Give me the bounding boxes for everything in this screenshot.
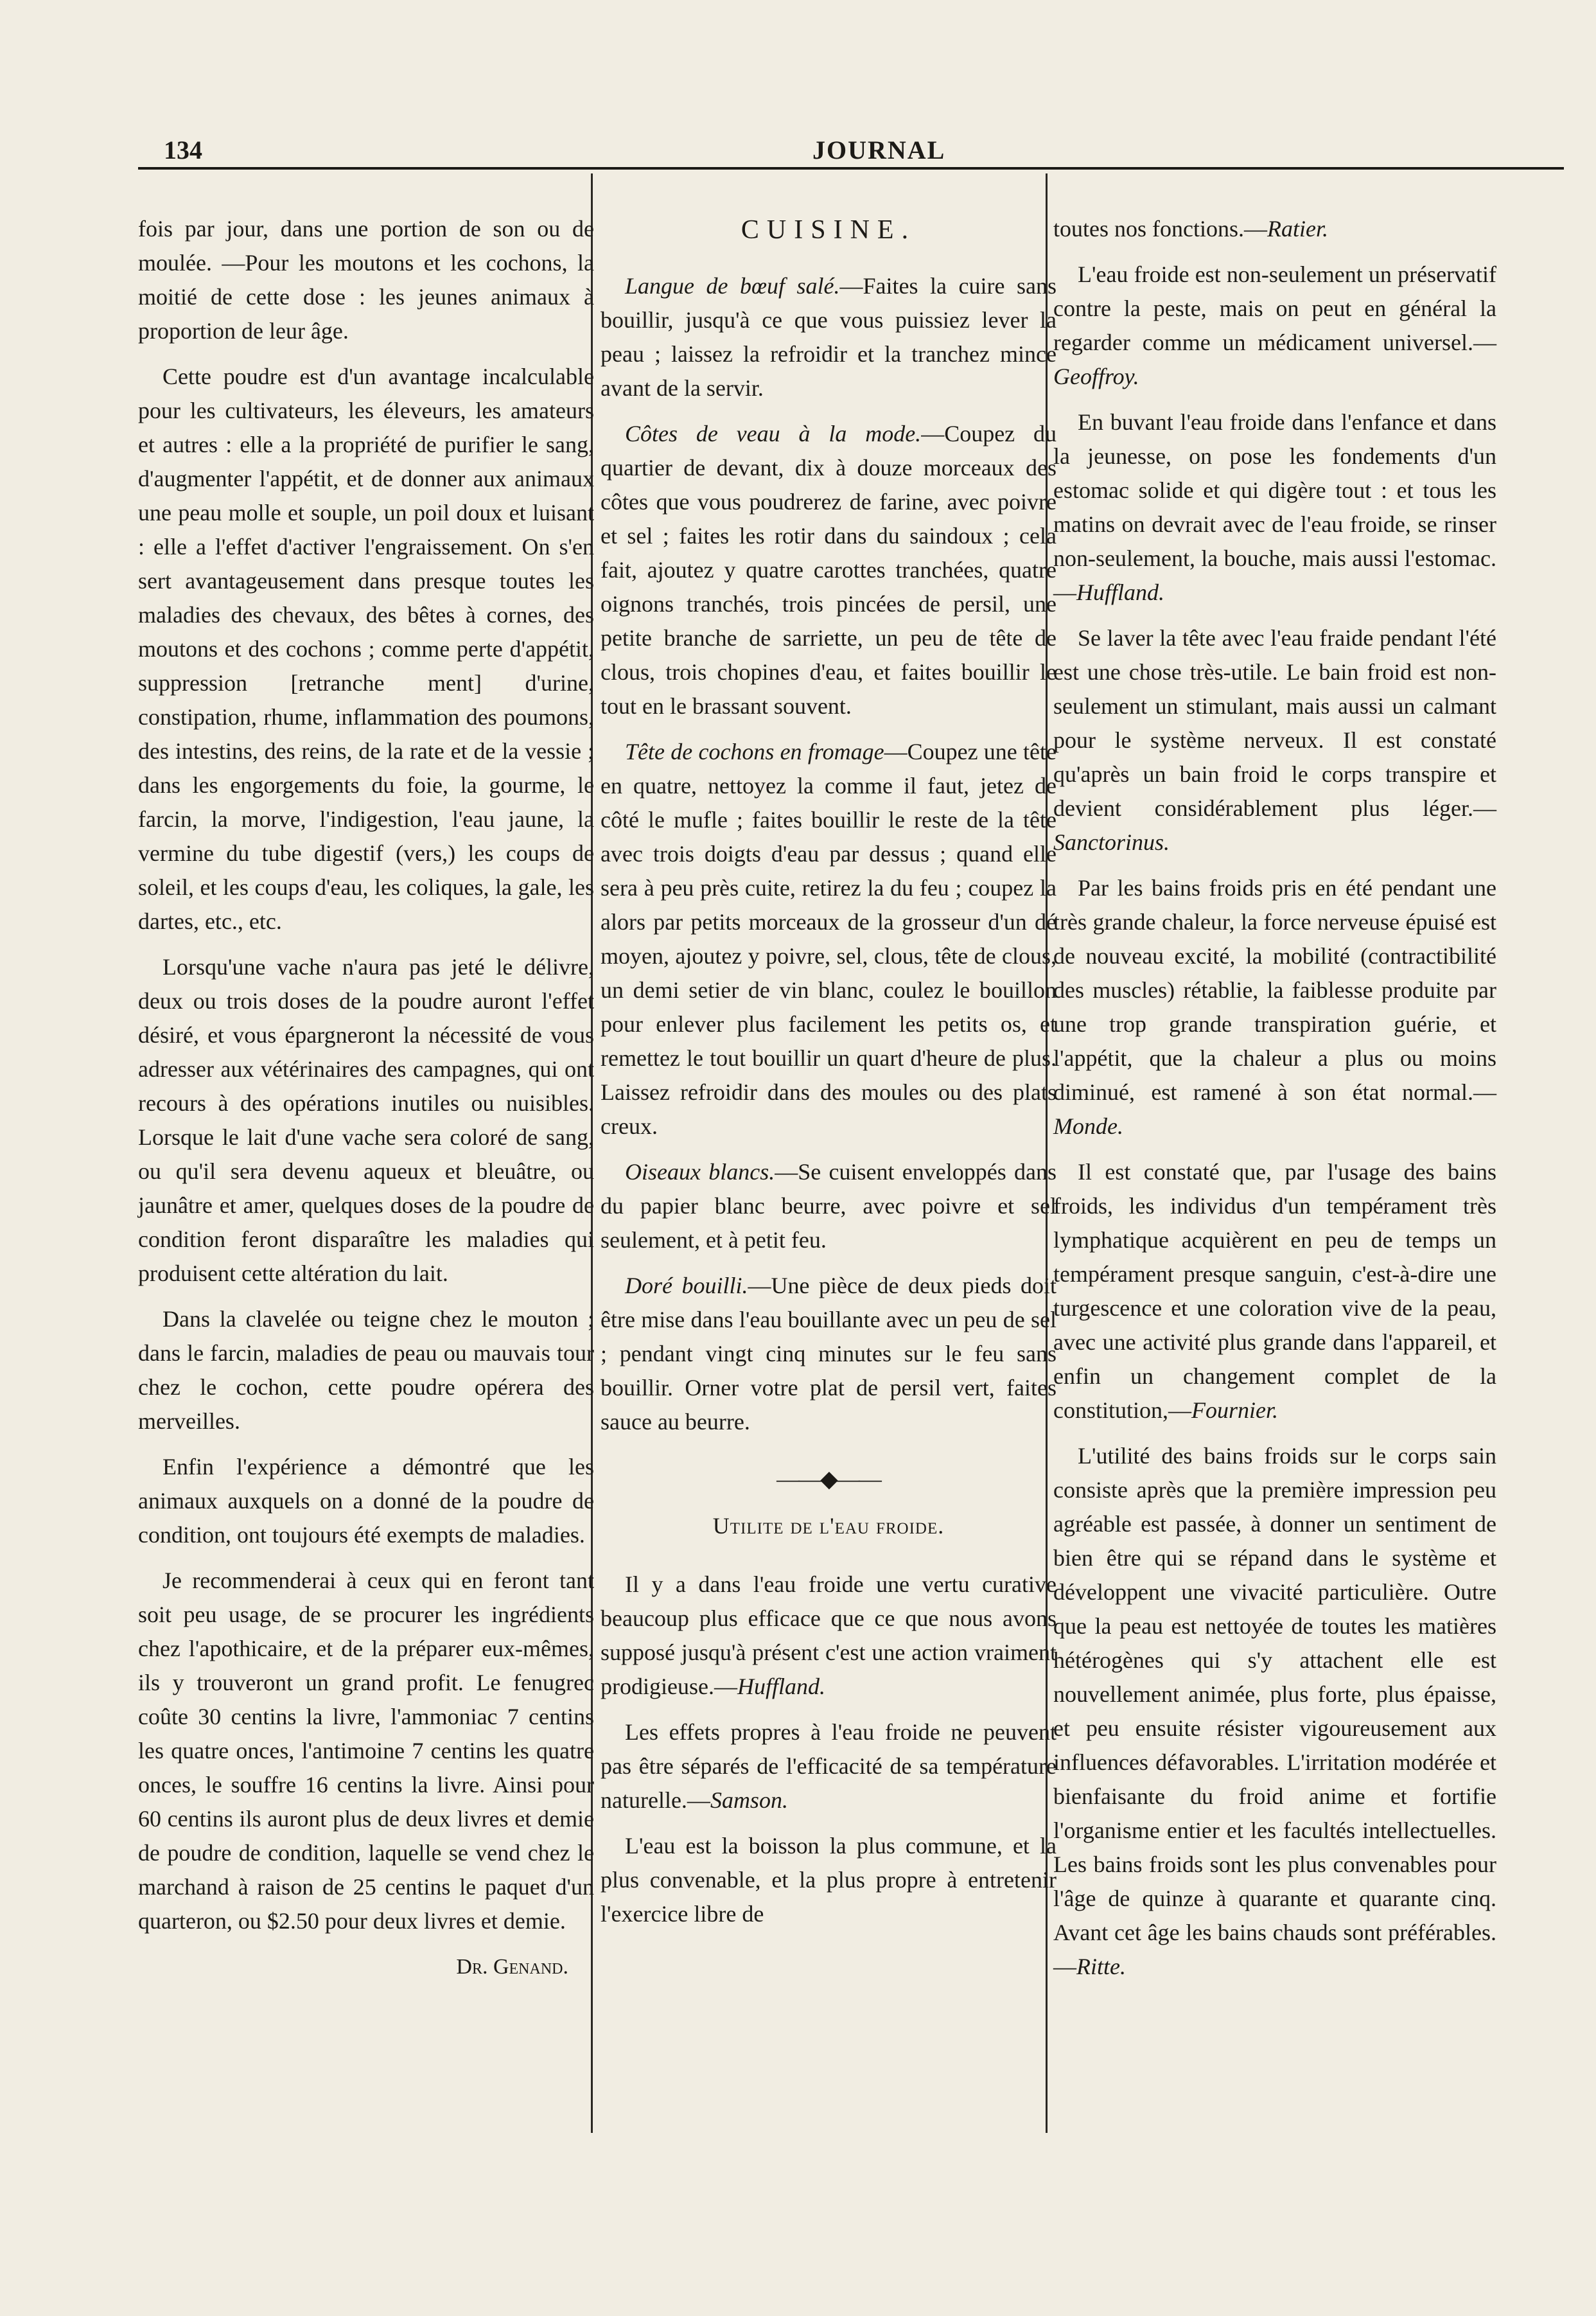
recipe-title: Tête de cochons en fromage: [625, 739, 884, 765]
header-rule: [138, 167, 1564, 170]
quote-author: Huffland.: [737, 1674, 825, 1699]
recipe-text: —Se cuisent enveloppés dans du papier blanc beurre, avec poivre et sel seulement, et à petit feu.: [601, 1159, 1057, 1253]
recipe-paragraph: [601, 417, 1057, 723]
recipe-title: Oiseaux blancs.: [625, 1159, 775, 1185]
column-left: [138, 212, 594, 1984]
quote-author: Ratier.: [1267, 216, 1328, 242]
quote-paragraph: [1053, 871, 1496, 1144]
quote-text: Par les bains froids pris en été pendant une très grande chaleur, la force nerveuse épuisé est de nouveau excité, la mobilité (contractibilité des muscles) rétablie, la faiblesse produite par une trop grande transpiration guérie, et l'appétit, que la chaleur a plus ou moins diminué, est ramené à son état normal.—: [1053, 875, 1496, 1105]
quote-author: Ritte.: [1076, 1954, 1126, 1979]
quote-author: Fournier.: [1191, 1397, 1278, 1423]
paragraph: Cette poudre est d'un avantage incalculable pour les cultivateurs, les éleveurs, les amateurs et autres : elle a la propriété de purifier le sang, d'augmenter l'appétit, et de donner aux animaux une peau molle et souple, un poil doux et luisant : elle a l'effet d'activer l'engraissement. On s'en sert avantageusement dans presque toutes les maladies des chevaux, des bêtes à cornes, des moutons et des cochons ; comme perte d'appétit, suppression [retranche ment] d'urine, constipation, rhume, inflammation des poumons, des intestins, des reins, de la rate et de la vessie ; dans les engorgements du foie, la gourme, le farcin, la morve, l'indigestion, l'eau jaune, la vermine du tube digestif (vers,) les coups de soleil, et les coups d'eau, les coliques, la gale, les dartes, etc., etc.: [138, 364, 594, 934]
recipe-paragraph: [601, 269, 1057, 405]
quote-text: Il y a dans l'eau froide une vertu curative beaucoup plus efficace que ce que nous avons supposé jusqu'à présent c'est une action vraiment prodigieuse.—: [601, 1571, 1057, 1699]
column-middle: [601, 212, 1057, 1943]
quote-paragraph: [1053, 621, 1496, 860]
quote-author: Huffland.: [1076, 579, 1165, 605]
recipe-text: —Une pièce de deux pieds doit être mise dans l'eau bouillante avec un peu de sel ; pendant vingt cinq minutes sur le feu sans bouillir. Orner votre plat de persil vert, faites sauce au beurre.: [601, 1273, 1057, 1435]
recipe-title: Côtes de veau à la mode.: [625, 421, 922, 446]
article-signature: Dr. Genand.: [456, 1955, 568, 1979]
quote-text: Les effets propres à l'eau froide ne peuvent pas être séparés de l'efficacité de sa température naturelle.—: [601, 1719, 1057, 1813]
quote-author: Samson.: [710, 1787, 788, 1813]
recipe-paragraph: [601, 735, 1057, 1144]
section-heading-eau-froide: Utilite de l'eau froide.: [712, 1513, 945, 1539]
recipe-text: —Coupez une tête en quatre, nettoyez la comme il faut, jetez de côté le mufle ; faites bouillir le reste de la tête avec trois doigts d'eau par dessus ; quand elle sera à peu près cuite, retirez la du feu ; coupez la alors par petits morceaux de la grosseur d'un dé moyen, ajoutez y poivre, sel, clous, tête de clous, un demi setier de vin blanc, coulez le bouillon pour enlever plus facilement les petits os, et remettez le tout bouillir un quart d'heure de plus. Laissez refroidir dans des moules ou des plats creux.: [601, 739, 1057, 1139]
recipe-title: Doré bouilli.: [625, 1273, 748, 1298]
paragraph: fois par jour, dans une portion de son ou de moulée. —Pour les moutons et les cochons, la moitié de cette dose : les jeunes animaux à proportion de leur âge.: [138, 216, 594, 344]
paragraph: Je recommenderai à ceux qui en feront tant soit peu usage, de se procurer les ingrédients chez l'apothicaire, et de la préparer eux-mêmes, ils y trouveront un grand profit. Le fenugrec coûte 30 centins la livre, l'ammoniac 7 centins les quatre onces, l'antimoine 7 centins les quatre onces, le souffre 16 centins la livre. Ainsi pour 60 centins ils auront plus de deux livres et demie de poudre de condition, laquelle se vend chez le marchand à raison de 25 centins le paquet d'un quarteron, ou $2.50 pour deux livres et demie.: [138, 1568, 594, 1934]
recipe-text: —Coupez du quartier de devant, dix à douze morceaux des côtes que vous poudrerez de farine, avec poivre et sel ; faites les rotir dans du saindoux ; cela fait, ajoutez y quatre carottes tranchées, quatre oignons tranchés, trois pincées de persil, une petite branche de sarriette, un peu de tête de clous, trois chopines d'eau, et faites bouillir le tout en le brassant souvent.: [601, 421, 1057, 719]
quote-paragraph: [1053, 212, 1496, 246]
quote-author: Geoffroy.: [1053, 364, 1139, 389]
quote-text: toutes nos fonctions.—: [1053, 216, 1267, 242]
quote-text: Il est constaté que, par l'usage des bains froids, les individus d'un tempérament très lymphatique acquièrent en peu de temps un tempérament presque sanguin, c'est-à-dire une turgescence et une coloration vive de la peau, avec une activité plus grande dans l'appareil, et enfin un changement complet de la constitution,—: [1053, 1159, 1496, 1423]
quote-text: Se laver la tête avec l'eau fraide pendant l'été est une chose très-utile. Le bain froid est non-seulement un stimulant, mais aussi un calmant pour le système nerveux. Il est constaté qu'après un bain froid le corps transpire et devient considérablement plus léger.—: [1053, 625, 1496, 821]
paragraph: Lorsqu'une vache n'aura pas jeté le délivre, deux ou trois doses de la poudre auront l'effet désiré, et vous épargneront la nécessité de vous adresser aux vétérinaires des campagnes, qui ont recours à des opérations inutiles ou nuisibles. Lorsque le lait d'une vache sera coloré de sang, ou qu'il sera devenu aqueux et bleuâtre, ou jaunâtre et amer, quelques doses de la poudre de condition feront disparaître les maladies qui produisent cette altération du lait.: [138, 954, 594, 1286]
quote-text: L'eau est la boisson la plus commune, et la plus convenable, et la plus propre à entretenir l'exercice libre de: [601, 1833, 1057, 1927]
quote-paragraph: [601, 1568, 1057, 1704]
section-ornament: ——◆——: [776, 1466, 881, 1492]
recipe-title: Langue de bœuf salé.: [625, 273, 840, 299]
quote-author: Monde.: [1053, 1113, 1123, 1139]
quote-paragraph: [601, 1715, 1057, 1817]
quote-paragraph: [1053, 258, 1496, 394]
recipe-text: —Faites la cuire sans bouillir, jusqu'à ce que vous puissiez lever la peau ; laissez la refroidir et la tranchez mince avant de la servir.: [601, 273, 1057, 401]
quote-paragraph: [1053, 405, 1496, 610]
quote-paragraph: [601, 1829, 1057, 1931]
recipe-paragraph: [601, 1269, 1057, 1439]
quote-paragraph: [1053, 1155, 1496, 1428]
quote-text: L'utilité des bains froids sur le corps sain consiste après que la première impression peu agréable est passée, à donner un sentiment de bien être qui se répand dans le système et développent une vivacité particulière. Outre que la peau est nettoyée de toutes les matières hétérogènes qui s'y attachent elle est nouvellement animée, plus forte, plus épaisse, et peu ensuite résister vigoureusement aux influences défavorables. L'irritation modérée et bienfaisante du froid anime et fortifie l'organisme entier et les facultés intellectuelles. Les bains froids sont les plus convenables pour l'âge de quinze à quarante et quarante cinq. Avant cet âge les bains chauds sont préférables.—: [1053, 1443, 1496, 1979]
quote-text: L'eau froide est non-seulement un préservatif contre la peste, mais on peut en général la regarder comme un médicament universel.—: [1053, 261, 1496, 355]
page-header: [138, 132, 1564, 170]
paragraph: Enfin l'expérience a démontré que les animaux auxquels on a donné de la poudre de condition, ont toujours été exempts de maladies.: [138, 1454, 594, 1548]
column-right: [1053, 212, 1496, 1995]
quote-author: Sanctorinus.: [1053, 829, 1170, 855]
paragraph: Dans la clavelée ou teigne chez le mouton ; dans le farcin, maladies de peau ou mauvais tour chez le cochon, cette poudre opérera des merveilles.: [138, 1306, 594, 1434]
page-number: 134: [164, 136, 202, 164]
section-title-cuisine: CUISINE.: [741, 215, 916, 245]
quote-text: En buvant l'eau froide dans l'enfance et dans la jeunesse, on pose les fondements d'un estomac solide et qui digère tout : et tous les matins on devrait avec de l'eau froide, se rinser non-seulement, la bouche, mais aussi l'estomac.—: [1053, 409, 1496, 605]
running-title: JOURNAL: [812, 136, 946, 164]
quote-paragraph: [1053, 1439, 1496, 1984]
recipe-paragraph: [601, 1155, 1057, 1257]
